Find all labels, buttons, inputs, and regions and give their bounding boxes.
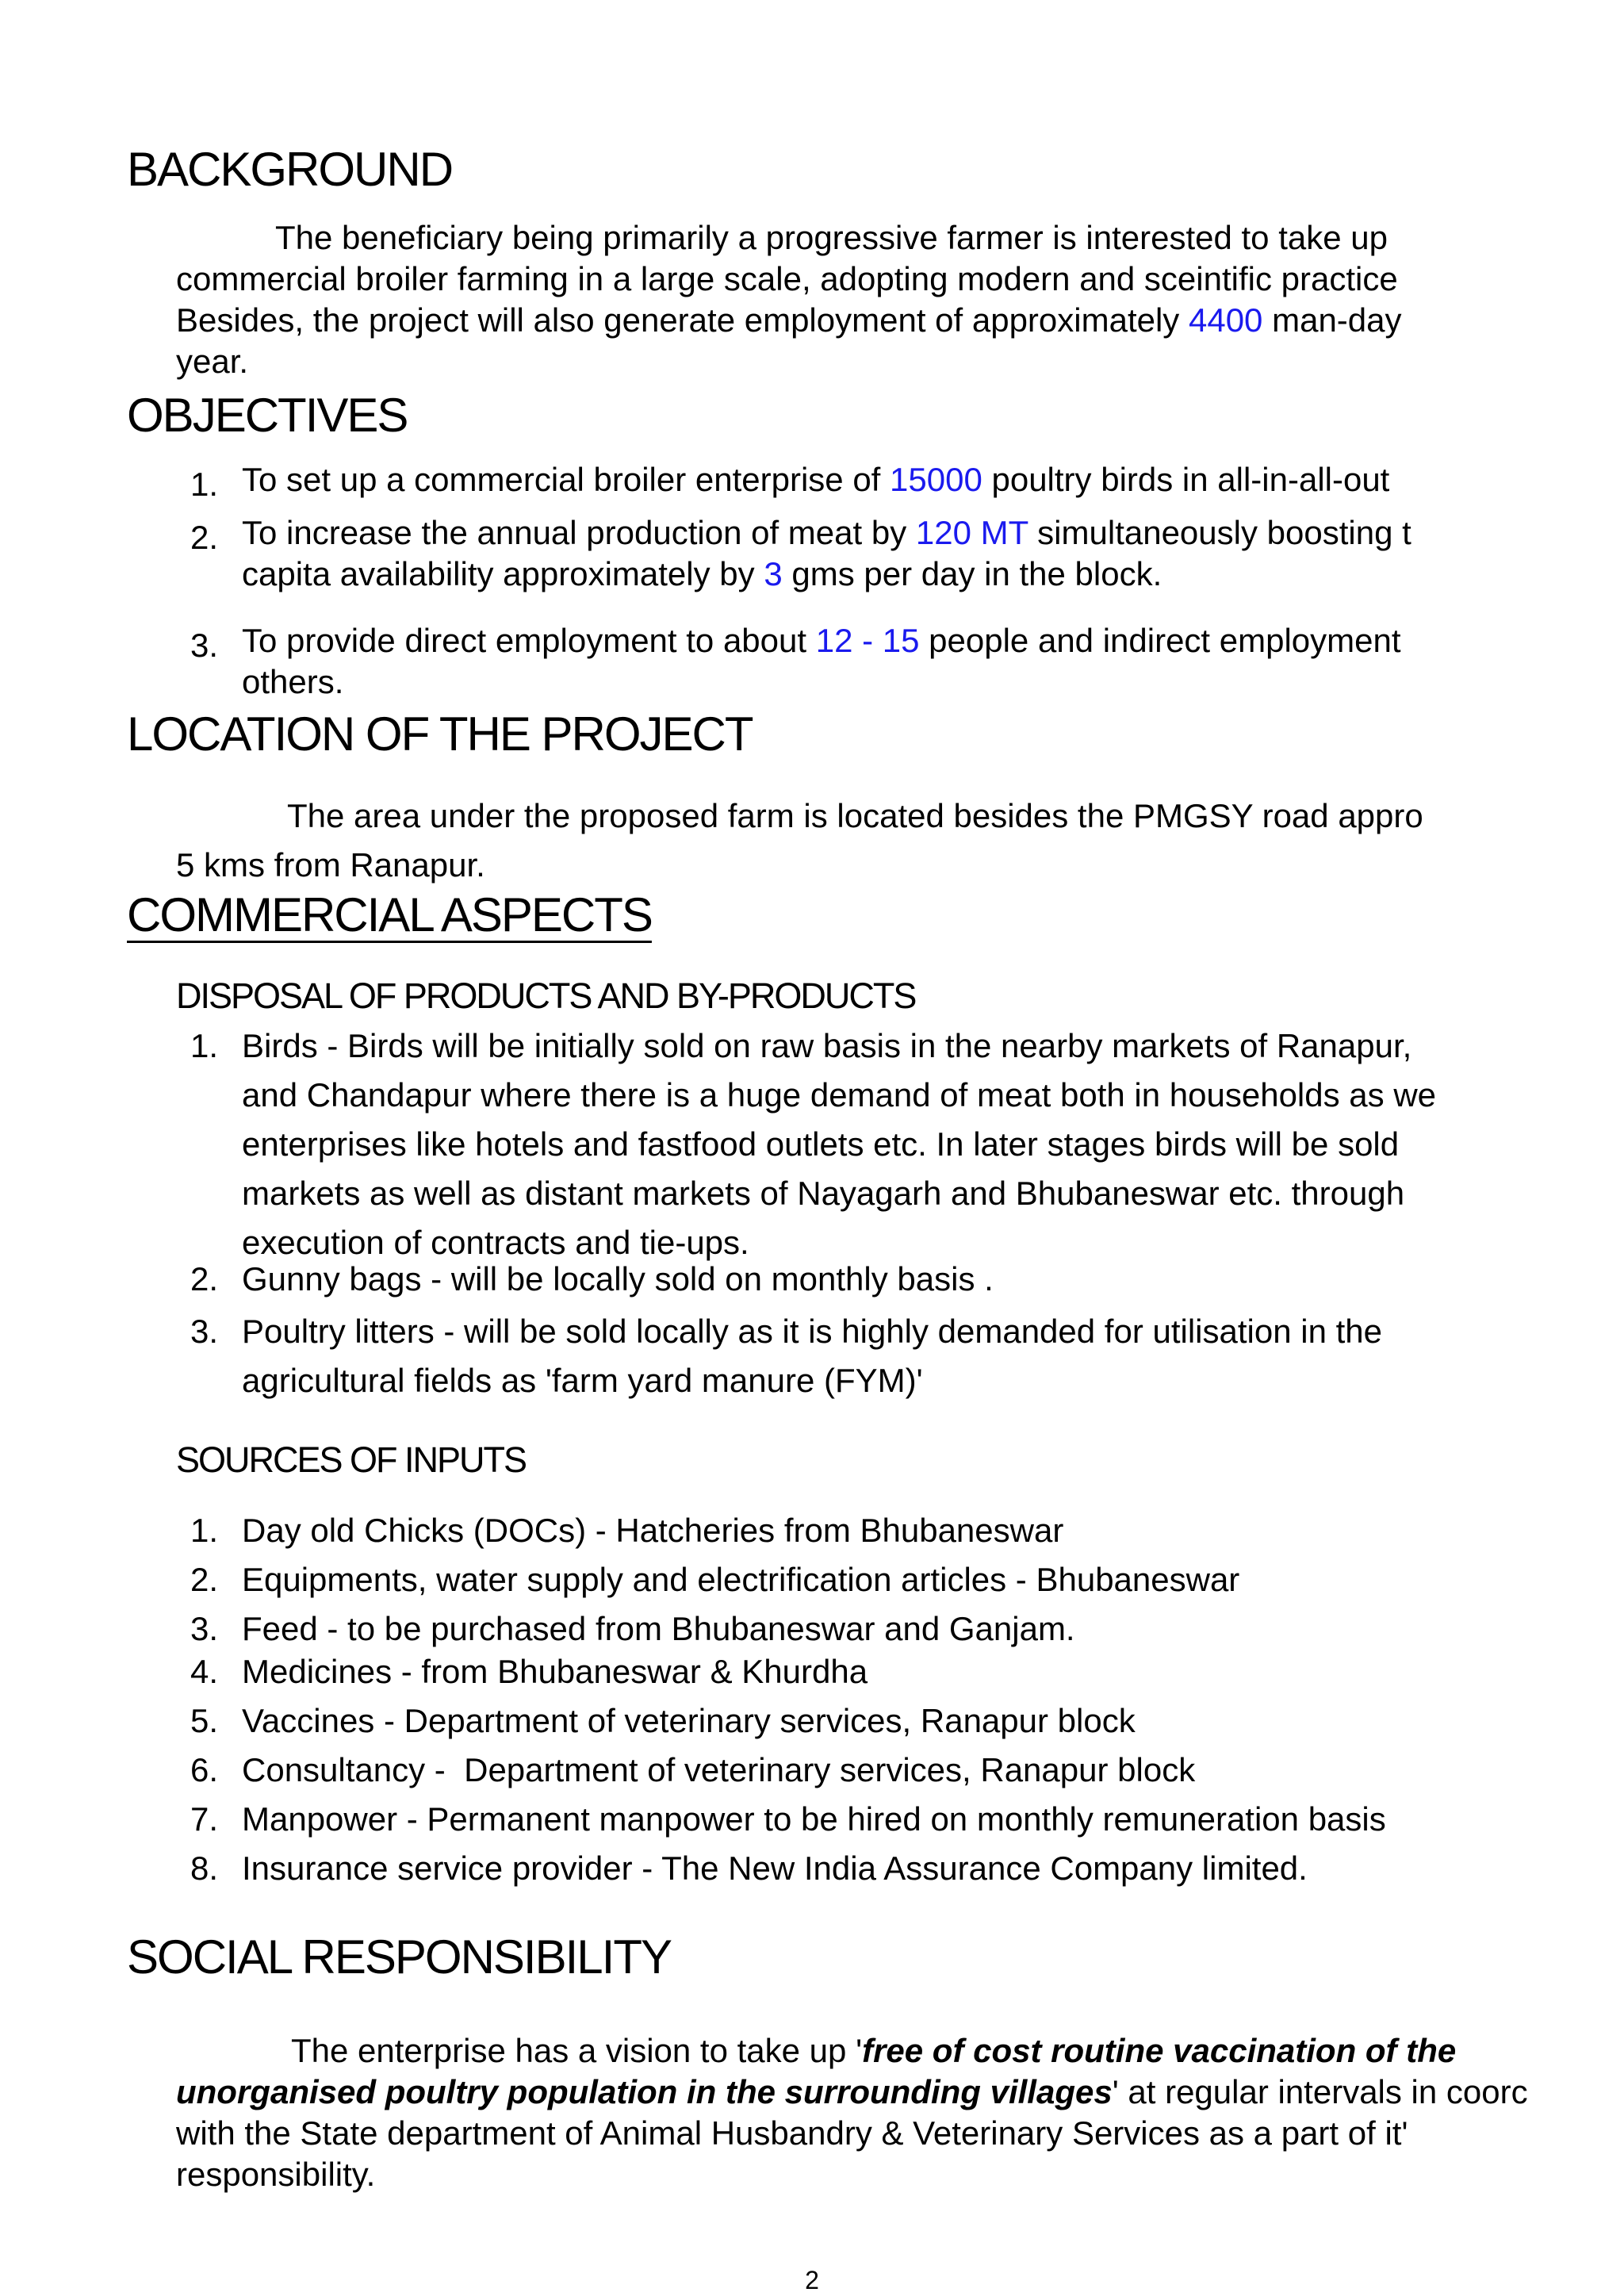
background-paragraph: [176, 217, 1465, 380]
objective-item: 2. To increase the annual production of meat by 120 MT simultaneously boosting t capita availability approximately by 3 gms per day in the block.: [190, 514, 1411, 592]
social-line: with the State department of Animal Husbandry & Veterinary Services as a part of it': [176, 2114, 1408, 2152]
employment-figure: 4400: [1188, 301, 1263, 339]
per-capita-gms: 3: [764, 555, 783, 592]
section-heading-social: SOCIAL RESPONSIBILITY: [127, 1930, 671, 1984]
section-heading-background: BACKGROUND: [127, 143, 453, 196]
social-paragraph: [176, 2030, 1528, 2195]
disposal-list: [176, 1022, 1465, 1399]
source-item: 1. Day old Chicks (DOCs) - Hatcheries from Bhubaneswar: [190, 1512, 1064, 1549]
sources-list: [176, 1506, 1465, 1893]
objective-item: 3. To provide direct employment to about 12 - 15 people and indirect employment others.: [190, 622, 1401, 700]
objective-item: 1. To set up a commercial broiler enterprise of 15000 poultry birds in all-in-all-out: [190, 461, 1390, 503]
background-line: year.: [176, 343, 249, 380]
source-item: 7. Manpower - Permanent manpower to be hired on monthly remuneration basis: [190, 1800, 1386, 1838]
social-emphasis: free of cost routine vaccination of the: [862, 2032, 1457, 2069]
source-item: 6. Consultancy - Department of veterinary services, Ranapur block: [190, 1751, 1196, 1788]
section-heading-objectives: OBJECTIVES: [127, 389, 408, 442]
source-item: 3. Feed - to be purchased from Bhubaneswar and Ganjam.: [190, 1610, 1075, 1647]
bird-count: 15000: [890, 461, 982, 498]
objectives-list: [176, 455, 1465, 703]
background-line: commercial broiler farming in a large scale, adopting modern and sceintific practice: [176, 260, 1398, 297]
employment-range: 12 - 15: [815, 622, 920, 659]
social-line: The enterprise has a vision to take up 'free of cost routine vaccination of the: [291, 2032, 1457, 2069]
social-emphasis: unorganised poultry population in the surrounding villages: [176, 2073, 1113, 2110]
location-line: The area under the proposed farm is located besides the PMGSY road appro: [287, 797, 1423, 834]
section-heading-location: LOCATION OF THE PROJECT: [127, 707, 753, 761]
meat-production: 120 MT: [915, 514, 1028, 551]
source-item: 5. Vaccines - Department of veterinary services, Ranapur block: [190, 1702, 1136, 1739]
source-item: 8. Insurance service provider - The New India Assurance Company limited.: [190, 1849, 1308, 1887]
source-item: 4. Medicines - from Bhubaneswar & Khurdha: [190, 1653, 868, 1690]
social-line: responsibility.: [176, 2156, 376, 2193]
subheading-disposal: DISPOSAL OF PRODUCTS AND BY-PRODUCTS: [176, 976, 916, 1016]
background-line: The beneficiary being primarily a progressive farmer is interested to take up: [275, 219, 1388, 256]
background-line: Besides, the project will also generate employment of approximately 4400 man-day: [176, 301, 1402, 339]
source-item: 2. Equipments, water supply and electrification articles - Bhubaneswar: [190, 1561, 1240, 1598]
social-line: unorganised poultry population in the surrounding villages' at regular intervals in coorc: [176, 2073, 1528, 2110]
subheading-sources: SOURCES OF INPUTS: [176, 1439, 527, 1480]
page-number: 2: [805, 2266, 819, 2294]
location-paragraph: [176, 792, 1465, 884]
disposal-item-birds: 1. Birds - Birds will be initially sold on raw basis in the nearby markets of Ranapur, and Chandapur where there is a huge demand of meat both in households as we enterprises like hotels and fastfood outlets etc. In later stages birds will be sold markets as well as distant markets of Nayagarh and Bhubaneswar etc. through execution of contracts and tie-ups.: [190, 1027, 1437, 1261]
disposal-item-gunny-bags: 2. Gunny bags - will be locally sold on monthly basis .: [190, 1260, 994, 1297]
disposal-item-poultry-litters: 3. Poultry litters - will be sold locally as it is highly demanded for utilisation in the agricultural fields as 'farm yard manure (FYM)': [190, 1313, 1382, 1399]
section-heading-commercial: COMMERCIAL ASPECTS: [127, 888, 652, 941]
location-line: 5 kms from Ranapur.: [176, 846, 485, 884]
